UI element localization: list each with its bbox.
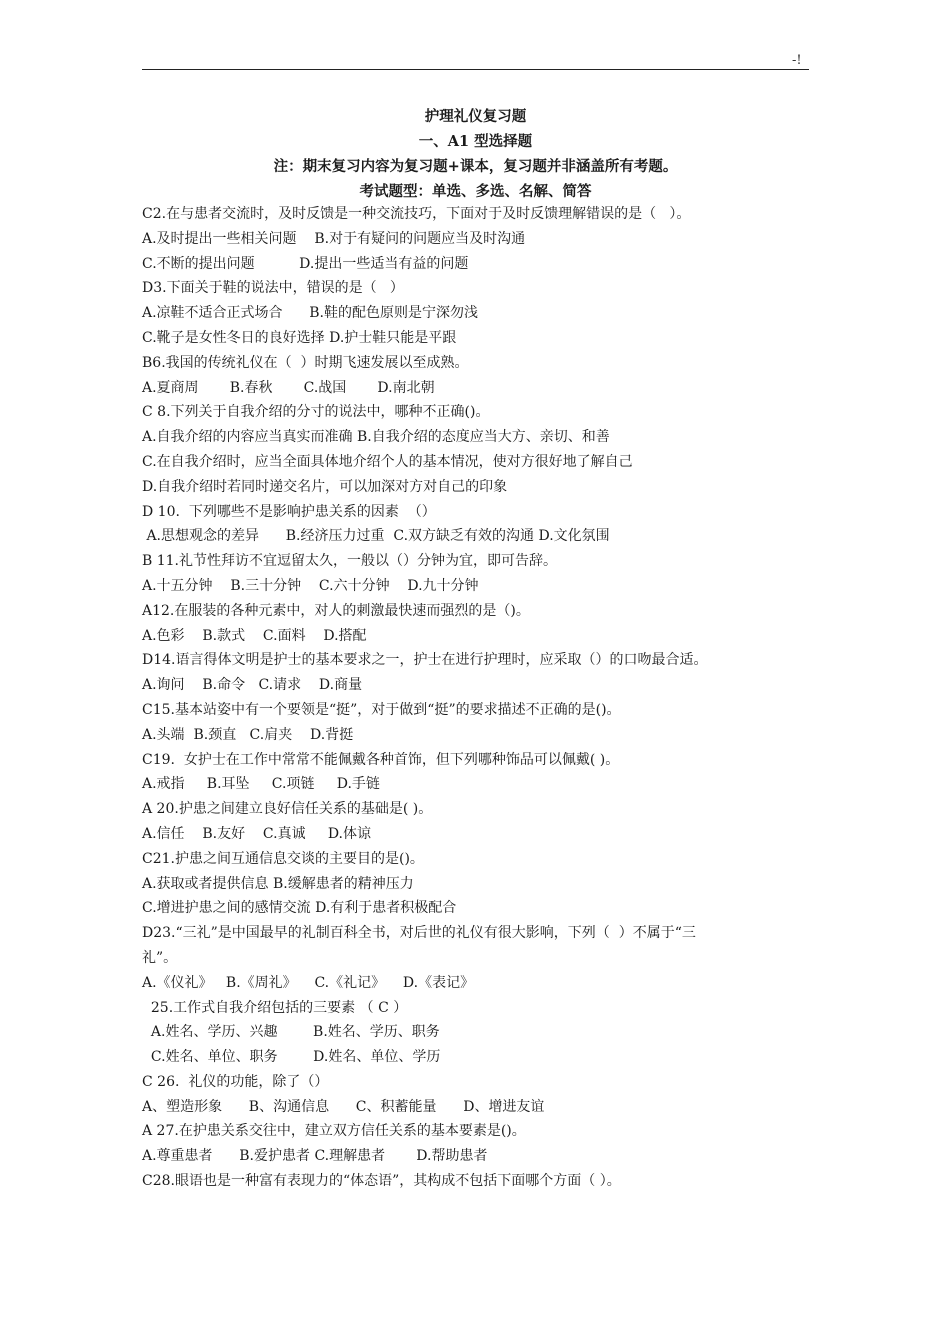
question-line: C15.基本站姿中有一个要领是“挺”，对于做到“挺”的要求描述不正确的是()。 [142,701,621,718]
question-line: C.在自我介绍时，应当全面具体地介绍个人的基本情况，使对方很好地了解自己 [142,453,633,470]
title-block [142,104,809,204]
question-line: C28.眼语也是一种富有表现力的“体态语”，其构成不包括下面哪个方面（ ）。 [142,1173,621,1190]
question-line: A.凉鞋不适合正式场合 B.鞋的配色原则是宁深勿浅 [142,305,478,322]
exam-note: 注：期末复习内容为复习题+课本，复习题并非涵盖所有考题。 [273,158,678,175]
question-line: A12.在服装的各种元素中，对人的刺激最快速而强烈的是（)。 [142,602,530,619]
question-list [142,202,822,1194]
question-line: C21.护患之间互通信息交谈的主要目的是()。 [142,850,424,867]
question-line: C 8.下列关于自我介绍的分寸的说法中，哪种不正确()。 [142,404,490,421]
question-line: A.头端 B.颈直 C.肩夹 D.背挺 [142,726,354,743]
question-line: A.色彩 B.款式 C.面料 D.搭配 [142,627,367,644]
question-line: A.《仪礼》 B.《周礼》 C.《礼记》 D.《表记》 [142,974,475,991]
question-line: A.询问 B.命令 C.请求 D.商量 [142,677,363,694]
question-line: D3.下面关于鞋的说法中，错误的是（ ） [142,280,404,297]
question-line: A.戒指 B.耳坠 C.项链 D.手链 [142,776,380,793]
header-rule [142,69,809,70]
question-line: C.增进护患之间的感情交流 D.有利于患者积极配合 [142,900,457,917]
question-line: A.夏商周 B.春秋 C.战国 D.南北朝 [142,379,435,396]
question-line: B6.我国的传统礼仪在（ ）时期飞速发展以至成熟。 [142,354,469,371]
question-line: C 26. 礼仪的功能，除了（） [142,1073,329,1090]
question-line: C19. 女护士在工作中常常不能佩戴各种首饰，但下列哪种饰品可以佩戴( )。 [142,751,620,768]
question-line: C2.在与患者交流时，及时反馈是一种交流技巧，下面对于及时反馈理解错误的是（ ）。 [142,206,691,222]
question-line: A.获取或者提供信息 B.缓解患者的精神压力 [142,875,414,892]
document-title: 护理礼仪复习题 [424,108,527,125]
question-line: A.十五分钟 B.三十分钟 C.六十分钟 D.九十分钟 [142,577,479,594]
question-line: A.尊重患者 B.爱护患者 C.理解患者 D.帮助患者 [142,1148,488,1165]
question-line: C.姓名、单位、职务 D.姓名、单位、学历 [142,1049,441,1066]
question-line: A.及时提出一些相关问题 B.对于有疑问的问题应当及时沟通 [142,230,526,247]
question-line: C.靴子是女性冬日的良好选择 D.护士鞋只能是平跟 [142,329,457,346]
question-line: D 10. 下列哪些不是影响护患关系的因素 （） [142,503,436,520]
question-line: D23.“三礼”是中国最早的礼制百科全书，对后世的礼仪有很大影响，下列（ ）不属于“三 [142,925,696,942]
question-line: A.自我介绍的内容应当真实而准确 B.自我介绍的态度应当大方、亲切、和善 [142,429,610,446]
question-line: D14.语言得体文明是护士的基本要求之一，护士在进行护理时，应采取（）的口吻最合适。 [142,652,708,669]
question-line: 25.工作式自我介绍包括的三要素 （ C ） [142,999,408,1016]
question-line: 礼”。 [142,949,178,966]
question-line: C.不断的提出问题 D.提出一些适当有益的问题 [142,255,469,272]
question-line: A、塑造形象 B、沟通信息 C、积蓄能量 D、增进友谊 [142,1098,545,1115]
question-line: D.自我介绍时若同时递交名片，可以加深对方对自己的印象 [142,478,508,495]
question-line: A 20.护患之间建立良好信任关系的基础是( )。 [142,801,433,818]
exam-question-types: 考试题型：单选、多选、名解、简答 [359,183,592,200]
question-line: A 27.在护患关系交往中，建立双方信任关系的基本要素是()。 [142,1123,526,1140]
question-line: B 11.礼节性拜访不宜逗留太久，一般以（）分钟为宜，即可告辞。 [142,553,558,570]
question-line: A.姓名、学历、兴趣 B.姓名、学历、职务 [142,1024,440,1041]
section-heading: 一、A1 型选择题 [418,133,533,150]
question-line: A.思想观念的差异 B.经济压力过重 C.双方缺乏有效的沟通 D.文化氛围 [142,528,610,545]
question-line: A.信任 B.友好 C.真诚 D.体谅 [142,825,371,842]
header-corner-mark: -! [792,53,802,68]
